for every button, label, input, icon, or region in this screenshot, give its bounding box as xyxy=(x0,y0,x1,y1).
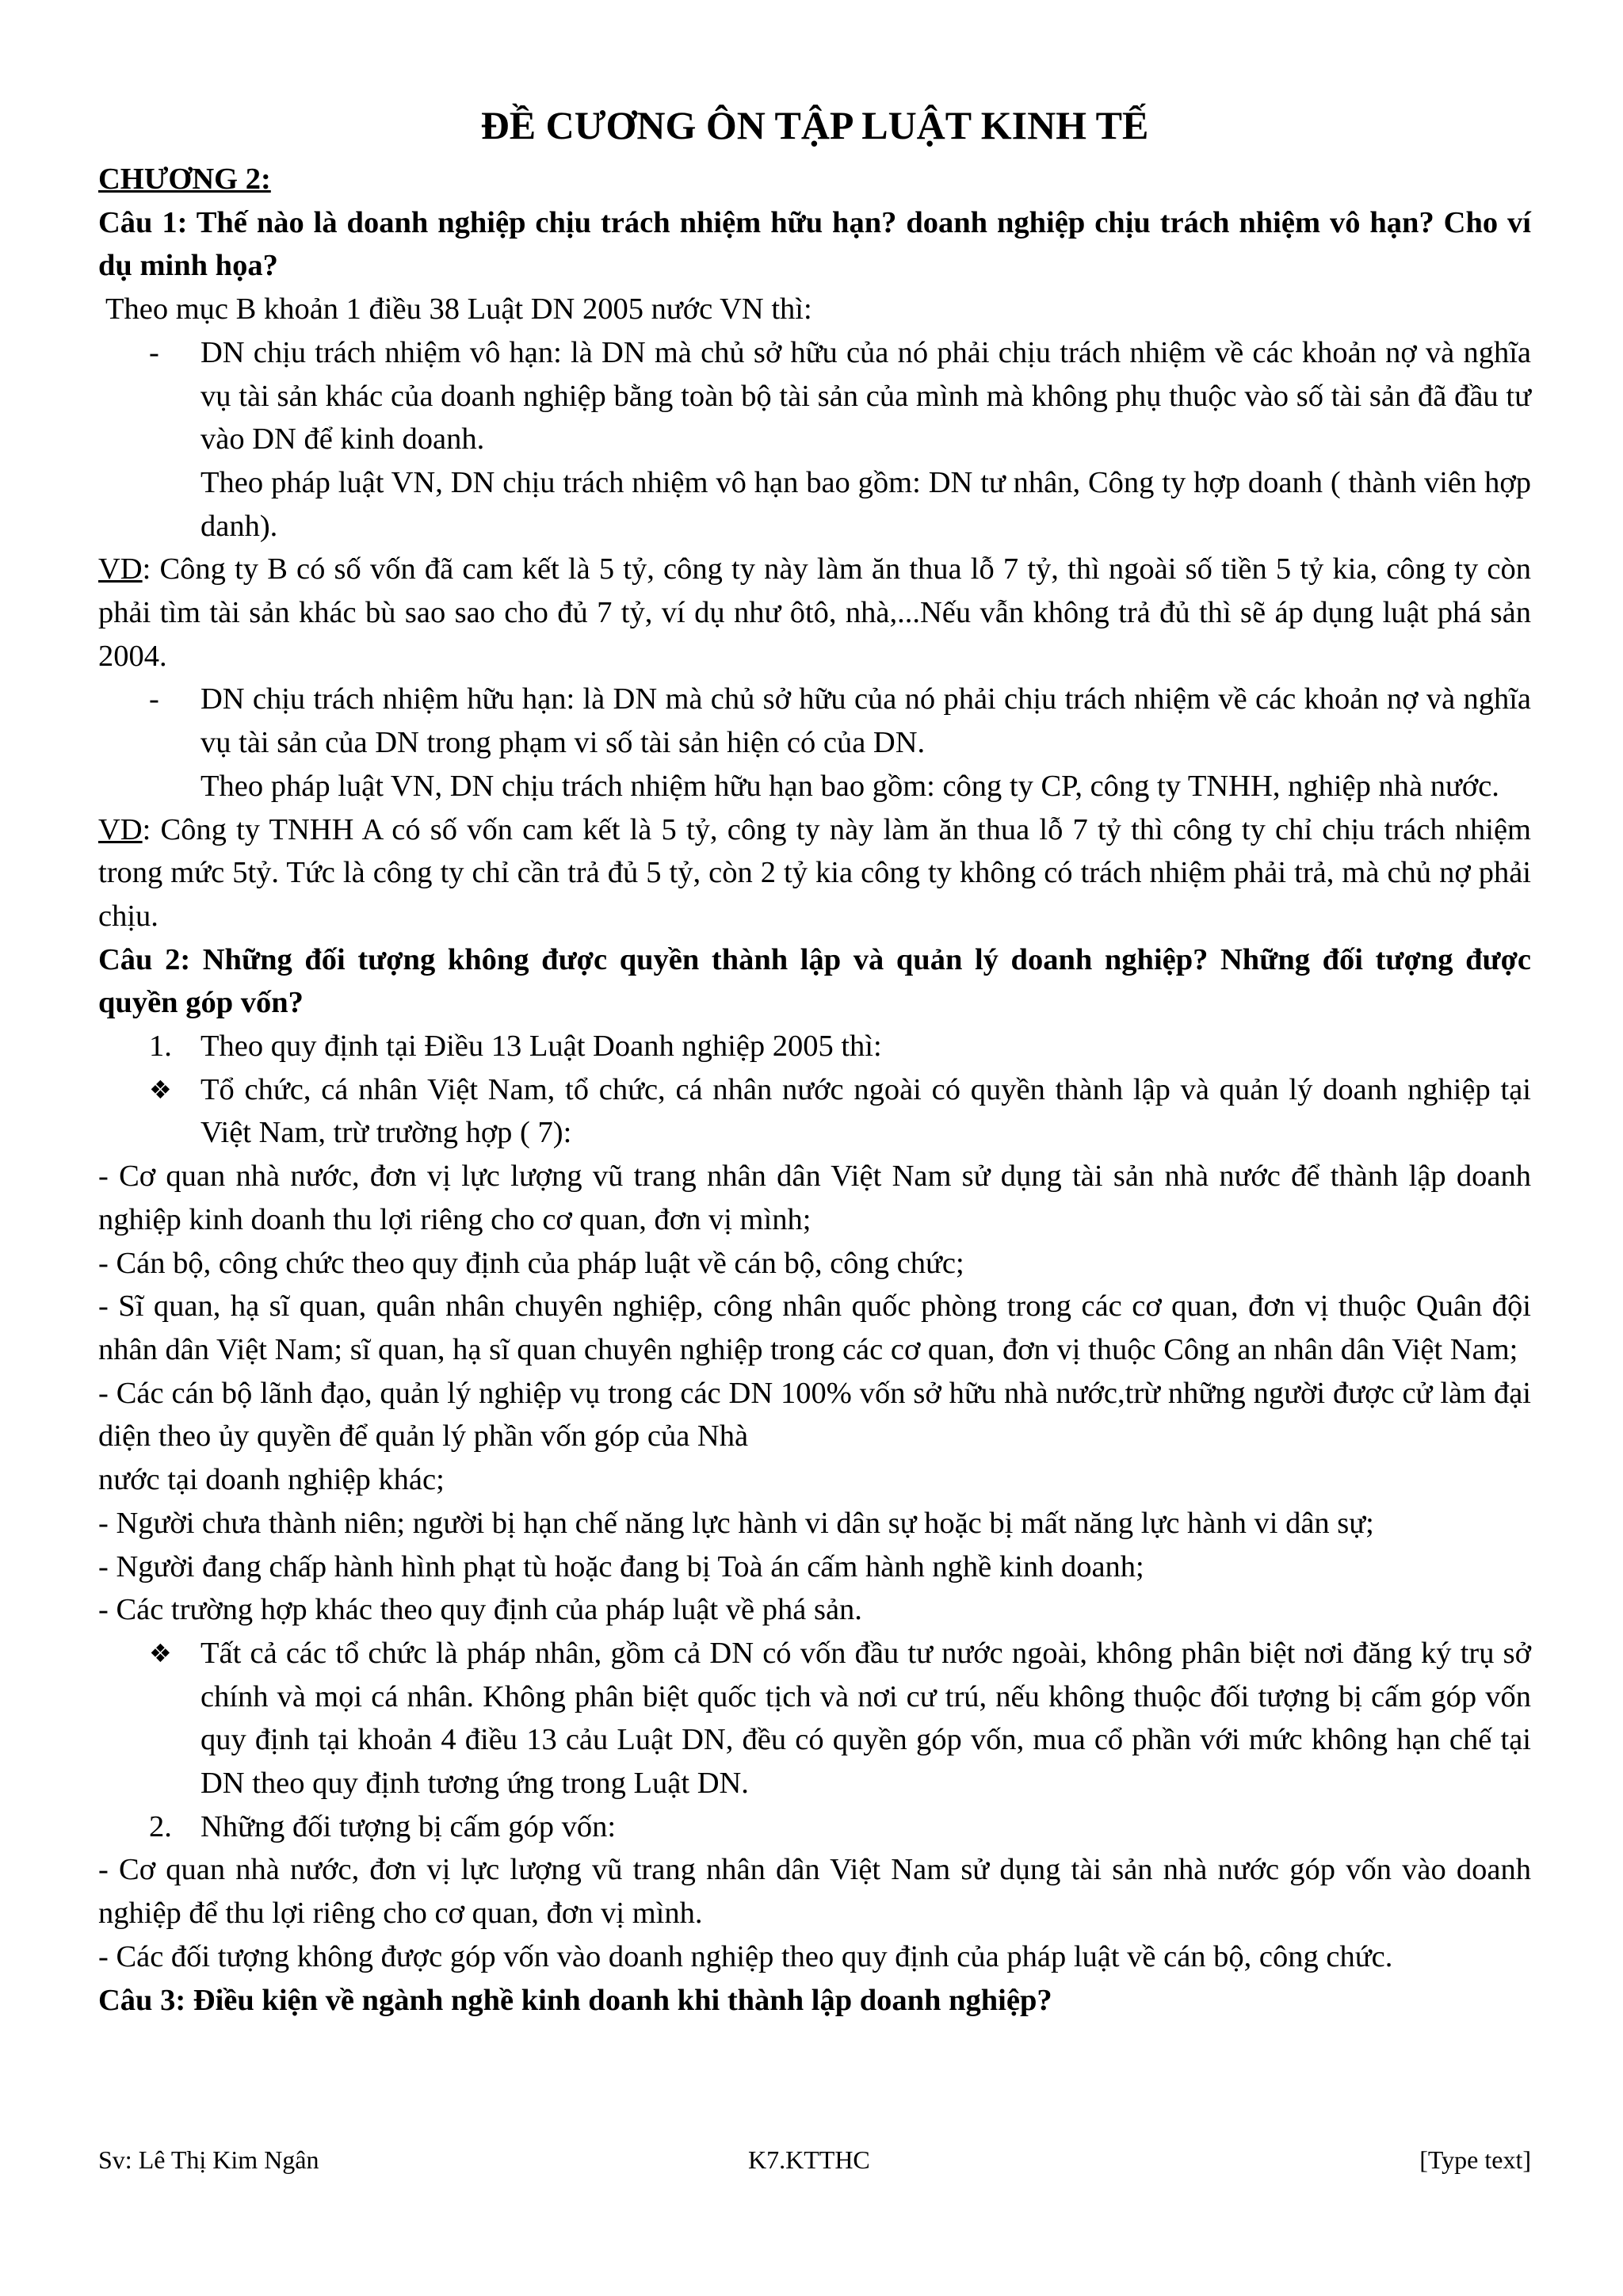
footer-placeholder: [Type text] xyxy=(1419,2145,1531,2174)
dash-marker: - xyxy=(149,682,159,716)
diamond-bullet-icon: ❖ xyxy=(149,1074,172,1105)
banned-item: - Cơ quan nhà nước, đơn vị lực lượng vũ trang nhân dân Việt Nam sử dụng tài sản nhà nước góp vốn vào doanh nghiệp để thu lợi riêng cho cơ quan, đơn vị mình. xyxy=(98,1853,1531,1931)
chapter-heading: CHƯƠNG 2: xyxy=(98,162,271,196)
exclusion-item: - Các trường hợp khác theo quy định của pháp luật về phá sản. xyxy=(98,1593,862,1627)
q2-rule-1-text: Tổ chức, cá nhân Việt Nam, tổ chức, cá nhân nước ngoài có quyền thành lập và quản lý doanh nghiệp tại Việt Nam, trừ trường hợp ( 7): xyxy=(200,1072,1531,1150)
q2-item-1-text: Theo quy định tại Điều 13 Luật Doanh nghiệp 2005 thì: xyxy=(200,1030,882,1064)
number-marker: 1. xyxy=(149,1030,172,1064)
q2-rule-2 xyxy=(98,1632,1531,1805)
q2-item-2 xyxy=(98,1805,1531,1849)
question-3-heading: Câu 3: Điều kiện về ngành nghề kinh doanh khi thành lập doanh nghiệp? xyxy=(98,1983,1052,2017)
q2-rule-1 xyxy=(98,1068,1531,1155)
q1-unlimited-example-text: : Công ty B có số vốn đã cam kết là 5 tỷ, công ty này làm ăn thua lỗ 7 tỷ, thì ngoài số tiền 5 tỷ kia, công ty còn phải tìm tài sản khác bù sao sao cho đủ 7 tỷ, ví dụ như ôtô, nhà,...Nếu vẫn không trả đủ thì sẽ áp dụng luật phá sản 2004. xyxy=(98,552,1531,673)
q1-limited-text: DN chịu trách nhiệm hữu hạn: là DN mà chủ sở hữu của nó phải chịu trách nhiệm về các khoản nợ và nghĩa vụ tài sản của DN trong phạm vi số tài sản hiện có của DN. xyxy=(200,682,1531,760)
document-title: ĐỀ CƯƠNG ÔN TẬP LUẬT KINH TẾ xyxy=(480,103,1149,147)
q1-unlimited-example xyxy=(98,548,1531,678)
q1-limited-example xyxy=(98,808,1531,938)
q2-item-1 xyxy=(98,1025,1531,1068)
banned-item: - Các đối tượng không được góp vốn vào doanh nghiệp theo quy định của pháp luật về cán bộ, công chức. xyxy=(98,1939,1393,1973)
diamond-bullet-icon: ❖ xyxy=(149,1637,172,1668)
page-footer xyxy=(98,2144,1531,2176)
question-2-heading: Câu 2: Những đối tượng không được quyền thành lập và quản lý doanh nghiệp? Những đối tượng được quyền góp vốn? xyxy=(98,942,1531,1020)
q2-rule-2-text: Tất cả các tổ chức là pháp nhân, gồm cả DN có vốn đầu tư nước ngoài, không phân biệt nơi đăng ký trụ sở chính và mọi cá nhân. Không phân biệt quốc tịch và nơi cư trú, nếu không thuộc đối tượng bị cấm góp vốn quy định tại khoản 4 điều 13 cảu Luật DN, đều có quyền góp vốn, mua cổ phần với mức không hạn chế tại DN theo quy định tương ứng trong Luật DN. xyxy=(200,1636,1531,1801)
q2-item-2-text: Những đối tượng bị cấm góp vốn: xyxy=(200,1809,617,1843)
exclusion-item: - Sĩ quan, hạ sĩ quan, quân nhân chuyên nghiệp, công nhân quốc phòng trong các cơ quan, đơn vị thuộc Quân đội nhân dân Việt Nam; sĩ quan, hạ sĩ quan chuyên nghiệp trong các cơ quan, đơn vị thuộc Công an nhân dân Việt Nam; xyxy=(98,1289,1531,1366)
number-marker: 2. xyxy=(149,1809,172,1843)
q1-limited-example-text: : Công ty TNHH A có số vốn cam kết là 5 tỷ, công ty này làm ăn thua lỗ 7 tỷ thì công ty chỉ chịu trách nhiệm trong mức 5tỷ. Tức là công ty chỉ cần trả đủ 5 tỷ, còn 2 tỷ kia công ty không có trách nhiệm phải trả, mà chủ nợ phải chịu. xyxy=(98,812,1531,933)
example-label: VD xyxy=(98,552,143,586)
exclusion-item: nước tại doanh nghiệp khác; xyxy=(98,1463,445,1497)
q1-limited-item xyxy=(98,678,1531,764)
exclusion-item: - Cán bộ, công chức theo quy định của pháp luật về cán bộ, công chức; xyxy=(98,1246,964,1280)
footer-author: Sv: Lê Thị Kim Ngân xyxy=(98,2145,319,2174)
dash-marker: - xyxy=(149,335,159,369)
exclusion-item: - Người chưa thành niên; người bị hạn chế năng lực hành vi dân sự hoặc bị mất năng lực hành vi dân sự; xyxy=(98,1506,1374,1540)
q1-limited-types: Theo pháp luật VN, DN chịu trách nhiệm hữu hạn bao gồm: công ty CP, công ty TNHH, nghiệp nhà nước. xyxy=(200,769,1499,803)
example-label: VD xyxy=(98,812,143,846)
question-1-heading: Câu 1: Thế nào là doanh nghiệp chịu trách nhiệm hữu hạn? doanh nghiệp chịu trách nhiệm vô hạn? Cho ví dụ minh họa? xyxy=(98,205,1531,283)
q1-unlimited-item xyxy=(98,331,1531,461)
q1-unlimited-types: Theo pháp luật VN, DN chịu trách nhiệm vô hạn bao gồm: DN tư nhân, Công ty hợp doanh ( thành viên hợp danh). xyxy=(200,465,1531,543)
exclusion-item: - Các cán bộ lãnh đạo, quản lý nghiệp vụ trong các DN 100% vốn sở hữu nhà nước,trừ những người được cử làm đại diện theo ủy quyền để quản lý phần vốn góp của Nhà xyxy=(98,1376,1531,1454)
document-body xyxy=(98,158,1531,2022)
exclusion-item: - Cơ quan nhà nước, đơn vị lực lượng vũ trang nhân dân Việt Nam sử dụng tài sản nhà nước để thành lập doanh nghiệp kinh doanh thu lợi riêng cho cơ quan, đơn vị mình; xyxy=(98,1159,1531,1236)
q1-intro: Theo mục B khoản 1 điều 38 Luật DN 2005 nước VN thì: xyxy=(105,292,812,327)
q1-unlimited-text: DN chịu trách nhiệm vô hạn: là DN mà chủ sở hữu của nó phải chịu trách nhiệm về các khoản nợ và nghĩa vụ tài sản khác của doanh nghiệp bằng toàn bộ tài sản của mình mà không phụ thuộc vào số tài sản đã đầu tư vào DN để kinh doanh. xyxy=(200,335,1531,457)
exclusion-item: - Người đang chấp hành hình phạt tù hoặc đang bị Toà án cấm hành nghề kinh doanh; xyxy=(98,1549,1144,1584)
footer-class-code: K7.KTTHC xyxy=(748,2145,870,2174)
